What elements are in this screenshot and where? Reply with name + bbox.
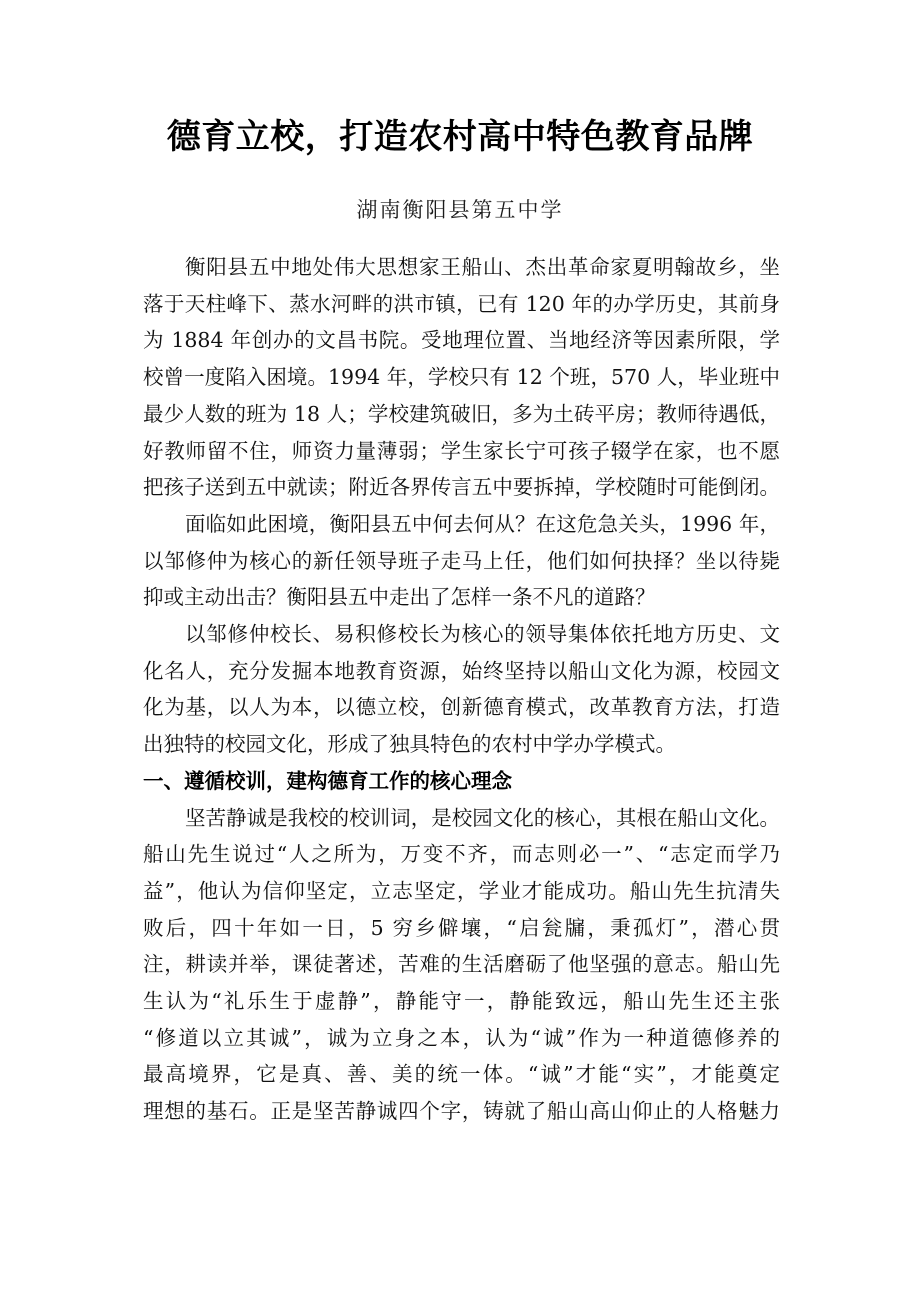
text-line: 出独特的校园文化，形成了独具特色的农村中学办学模式。 [143, 732, 676, 757]
section-heading [143, 763, 780, 800]
text-line: 理想的基石。正是坚苦静诚四个字，铸就了船山高山仰止的人格魅力 [143, 1099, 780, 1124]
document-body [143, 249, 780, 1130]
text-line: 为 1884 年创办的文昌书院。受地理位置、当地经济等因素所限，学 [143, 328, 780, 353]
text-line: 衡阳县五中地处伟大思想家王船山、杰出革命家夏明翰故乡，坐 [185, 255, 780, 279]
text-line: 抑或主动出击？衡阳县五中走出了怎样一条不凡的道路？ [143, 585, 656, 610]
text-line: 把孩子送到五中就读；附近各界传言五中要拆掉，学校随时可能倒闭。 [143, 475, 780, 500]
paragraph-dilemma [143, 506, 780, 616]
text-line: 益”，他认为信仰坚定，立志坚定，学业才能成功。船山先生抗清失 [143, 878, 780, 903]
document-author: 湖南衡阳县第五中学 [356, 198, 564, 222]
text-line: 生认为“礼乐生于虚静”，静能守一，静能致远，船山先生还主张 [143, 989, 780, 1014]
text-line: 坚苦静诚是我校的校训词，是校园文化的核心，其根在船山文化。 [185, 805, 780, 830]
text-line: 注，耕读并举，课徒著述，苦难的生活磨砺了他坚强的意志。船山先 [143, 952, 780, 977]
paragraph-school-motto [143, 800, 780, 1130]
text-line: “修道以立其诚”，诚为立身之本，认为“诚”作为一种道德修养的 [143, 1025, 780, 1050]
text-line: 好教师留不住，师资力量薄弱；学生家长宁可孩子辍学在家，也不愿 [143, 438, 780, 463]
heading-text: 一、遵循校训，建构德育工作的核心理念 [143, 768, 512, 793]
text-line: 化名人，充分发掘本地教育资源，始终坚持以船山文化为源，校园文 [143, 658, 780, 683]
text-line: 最高境界，它是真、善、美的统一体。“诚”才能“实”，才能奠定 [143, 1062, 780, 1087]
text-line: 落于天柱峰下、蒸水河畔的洪市镇，已有 120 年的办学历史，其前身 [143, 291, 780, 316]
paragraph-leadership [143, 616, 780, 763]
text-line: 面临如此困境，衡阳县五中何去何从？在这危急关头，1996 年， [185, 511, 780, 536]
text-line: 以邹修仲为核心的新任领导班子走马上任，他们如何抉择？坐以待毙 [143, 548, 780, 573]
document-title: 德育立校，打造农村高中特色教育品牌 [166, 117, 754, 157]
text-line: 校曾一度陷入困境。1994 年，学校只有 12 个班，570 人，毕业班中 [143, 365, 780, 390]
paragraph-intro [143, 249, 780, 506]
text-line: 败后，四十年如一日，5 穷乡僻壤，“启瓮牖，秉孤灯”，潜心贯 [143, 915, 780, 940]
text-line: 化为基，以人为本，以德立校，创新德育模式，改革教育方法，打造 [143, 695, 780, 720]
text-line: 以邹修仲校长、易积修校长为核心的领导集体依托地方历史、文 [185, 622, 780, 647]
text-line: 船山先生说过“人之所为，万变不齐，而志则必一”、“志定而学乃 [143, 842, 780, 867]
text-line: 最少人数的班为 18 人；学校建筑破旧，多为土砖平房；教师待遇低， [143, 401, 780, 426]
